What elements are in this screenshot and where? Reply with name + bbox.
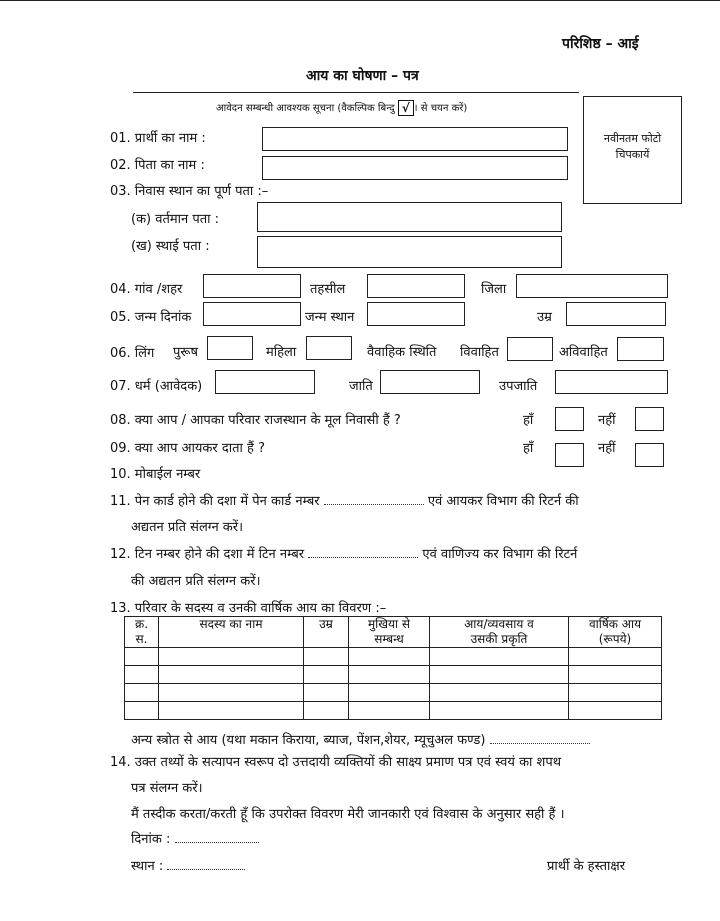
top-rule (0, 0, 720, 1)
table-cell[interactable] (125, 702, 159, 720)
table-cell[interactable] (159, 666, 304, 684)
col-occupation: आय/व्यवसाय व उसकी प्रकृति (430, 617, 569, 648)
other-income-field[interactable] (490, 733, 590, 744)
col-annual-income: वार्षिक आय (रूपये) (569, 617, 662, 648)
label-native: 08. क्या आप / आपका परिवार राजस्थान के मूल निवासी हैं ? (110, 413, 401, 428)
label-birthplace: जन्म स्थान (305, 310, 355, 325)
pan-text-a: 11. पेन कार्ड होने की दशा में पेन कार्ड नम्बर (110, 494, 320, 509)
table-cell[interactable] (349, 684, 430, 702)
village-field[interactable] (203, 274, 301, 298)
pan-number-field[interactable] (324, 494, 424, 505)
label-caste: जाति (349, 379, 373, 394)
other-income-line (131, 730, 590, 748)
label-subcaste: उपजाति (499, 379, 538, 394)
label-taxpayer-no: नहीं (598, 441, 616, 456)
photo-box (583, 96, 682, 204)
table-cell[interactable] (430, 648, 569, 666)
label-unmarried: अविवाहित (559, 345, 608, 360)
label-tehsil: तहसील (310, 282, 346, 297)
date-label: दिनांक : (131, 832, 171, 847)
label-dob: 05. जन्म दिनांक (110, 310, 192, 325)
tin-line (110, 544, 577, 562)
label-married: विवाहित (460, 345, 499, 360)
table-cell[interactable] (159, 702, 304, 720)
label-taxpayer-yes: हाँ (523, 441, 534, 456)
religion-field[interactable] (215, 370, 315, 394)
q14-text-a: 14. उक्त तथ्यों के सत्यापन स्वरूप दो उत्तदायी व्यक्तियों की साक्ष्य प्रमाण पत्र एवं स्वयं का शपथ (110, 755, 562, 770)
label-mobile: 10. मोबाईल नम्बर (110, 467, 201, 482)
table-header-row (125, 617, 662, 648)
place-label: स्थान : (131, 859, 164, 874)
label-permanent-address: (ख) स्थाई पता : (131, 239, 210, 254)
table-cell[interactable] (569, 684, 662, 702)
label-applicant-name: 01. प्रार्थी का नाम : (110, 131, 206, 146)
table-cell[interactable] (569, 648, 662, 666)
col-sno: क्र. स. (125, 617, 159, 648)
tin-text-a: 12. टिन नम्बर होने की दशा में टिन नम्बर (110, 547, 305, 562)
table-cell[interactable] (349, 702, 430, 720)
label-native-yes: हाँ (523, 413, 534, 428)
applicant-name-field[interactable] (262, 127, 568, 151)
label-father-name: 02. पिता का नाम : (110, 158, 205, 173)
caste-field[interactable] (380, 370, 480, 394)
label-village: 04. गांव /शहर (110, 282, 183, 297)
label-current-address: (क) वर्तमान पता : (131, 212, 220, 227)
pan-text-b: एवं आयकर विभाग की रिटर्न की (427, 494, 579, 509)
label-male: पुरूष (173, 345, 198, 360)
tick-mark: √ (398, 100, 414, 116)
female-checkbox[interactable] (306, 336, 352, 360)
col-relation: मुखिया से सम्बन्ध (349, 617, 430, 648)
label-taxpayer: 09. क्या आप आयकर दाता हैं ? (110, 441, 265, 456)
male-checkbox[interactable] (207, 336, 253, 360)
table-cell[interactable] (349, 666, 430, 684)
table-row (125, 648, 662, 666)
table-cell[interactable] (159, 684, 304, 702)
table-cell[interactable] (159, 648, 304, 666)
col-member-name: सदस्य का नाम (159, 617, 304, 648)
father-name-field[interactable] (262, 156, 568, 180)
unmarried-checkbox[interactable] (617, 337, 664, 361)
table-row (125, 684, 662, 702)
subcaste-field[interactable] (555, 370, 668, 394)
date-field[interactable] (175, 832, 259, 843)
label-marital-status: वैवाहिक स्थिति (367, 345, 437, 360)
permanent-address-field[interactable] (257, 236, 562, 268)
photo-text-1: नवीनतम फोटो (603, 132, 662, 145)
label-native-no: नहीं (598, 413, 616, 428)
table-cell[interactable] (430, 684, 569, 702)
table-cell[interactable] (125, 666, 159, 684)
age-field[interactable] (566, 302, 666, 326)
label-family: 13. परिवार के सदस्य व उनकी वार्षिक आय का विवरण :– (110, 601, 387, 616)
label-address: 03. निवास स्थान का पूर्ण पता :– (110, 184, 269, 199)
pan-line (110, 491, 579, 509)
col-age: उम्र (304, 617, 349, 648)
pan-text-c: अद्यतन प्रति संलग्न करें। (131, 520, 244, 535)
title-rule (133, 92, 579, 93)
other-income-text: अन्य स्त्रोत से आय (यथा मकान किराया, ब्याज, पेंशन,शेयर, म्यूचुअल फण्ड) (131, 733, 486, 748)
current-address-field[interactable] (257, 202, 562, 232)
table-cell[interactable] (430, 702, 569, 720)
label-female: महिला (266, 345, 297, 360)
dob-field[interactable] (203, 302, 301, 326)
table-cell[interactable] (304, 648, 349, 666)
birthplace-field[interactable] (367, 302, 465, 326)
date-line (131, 829, 259, 847)
q14-text-b: पत्र संलग्न करें। (131, 781, 203, 796)
appendix-label: परिशिष्ठ – आई (562, 36, 639, 52)
table-cell[interactable] (125, 684, 159, 702)
form-title: आय का घोषणा – पत्र (306, 68, 419, 84)
table-row (125, 702, 662, 720)
label-age: उम्र (537, 310, 552, 325)
table-cell[interactable] (430, 666, 569, 684)
tin-text-c: की अद्यतन प्रति संलग्न करें। (131, 574, 261, 589)
married-checkbox[interactable] (507, 337, 553, 361)
table-cell[interactable] (304, 702, 349, 720)
tin-number-field[interactable] (308, 547, 418, 558)
label-district: जिला (481, 282, 507, 297)
place-field[interactable] (167, 859, 245, 870)
taxpayer-yes-checkbox[interactable] (555, 443, 584, 467)
tehsil-field[interactable] (367, 274, 465, 298)
declaration-text: मैं तस्दीक करता/करती हूँ कि उपरोक्त विवरण मेरी जानकारी एवं विश्वास के अनुसार सही हैं । (131, 807, 565, 822)
taxpayer-no-checkbox[interactable] (635, 443, 664, 467)
district-field[interactable] (516, 274, 668, 298)
table-row (125, 666, 662, 684)
family-income-table (124, 616, 662, 720)
label-religion: 07. धर्म (आवेदक) (110, 379, 203, 394)
instruction-before: आवेदन सम्बन्धी आवश्यक सूचना (वैकल्पिक बिन्दु (216, 103, 395, 114)
signature-label: प्रार्थी के हस्ताक्षर (547, 859, 626, 874)
native-no-checkbox[interactable] (635, 407, 664, 431)
tin-text-b: एवं वाणिज्य कर विभाग की रिटर्न (422, 547, 578, 562)
table-cell[interactable] (569, 702, 662, 720)
table-cell[interactable] (125, 648, 159, 666)
instruction-line (216, 100, 467, 116)
photo-text-2: चिपकायें (615, 148, 650, 161)
table-cell[interactable] (569, 666, 662, 684)
label-gender: 06. लिंग (110, 346, 155, 361)
table-cell[interactable] (349, 648, 430, 666)
native-yes-checkbox[interactable] (555, 407, 584, 431)
table-cell[interactable] (304, 666, 349, 684)
table-cell[interactable] (304, 684, 349, 702)
place-line (131, 856, 245, 874)
instruction-after: । से चयन करें) (413, 103, 468, 114)
